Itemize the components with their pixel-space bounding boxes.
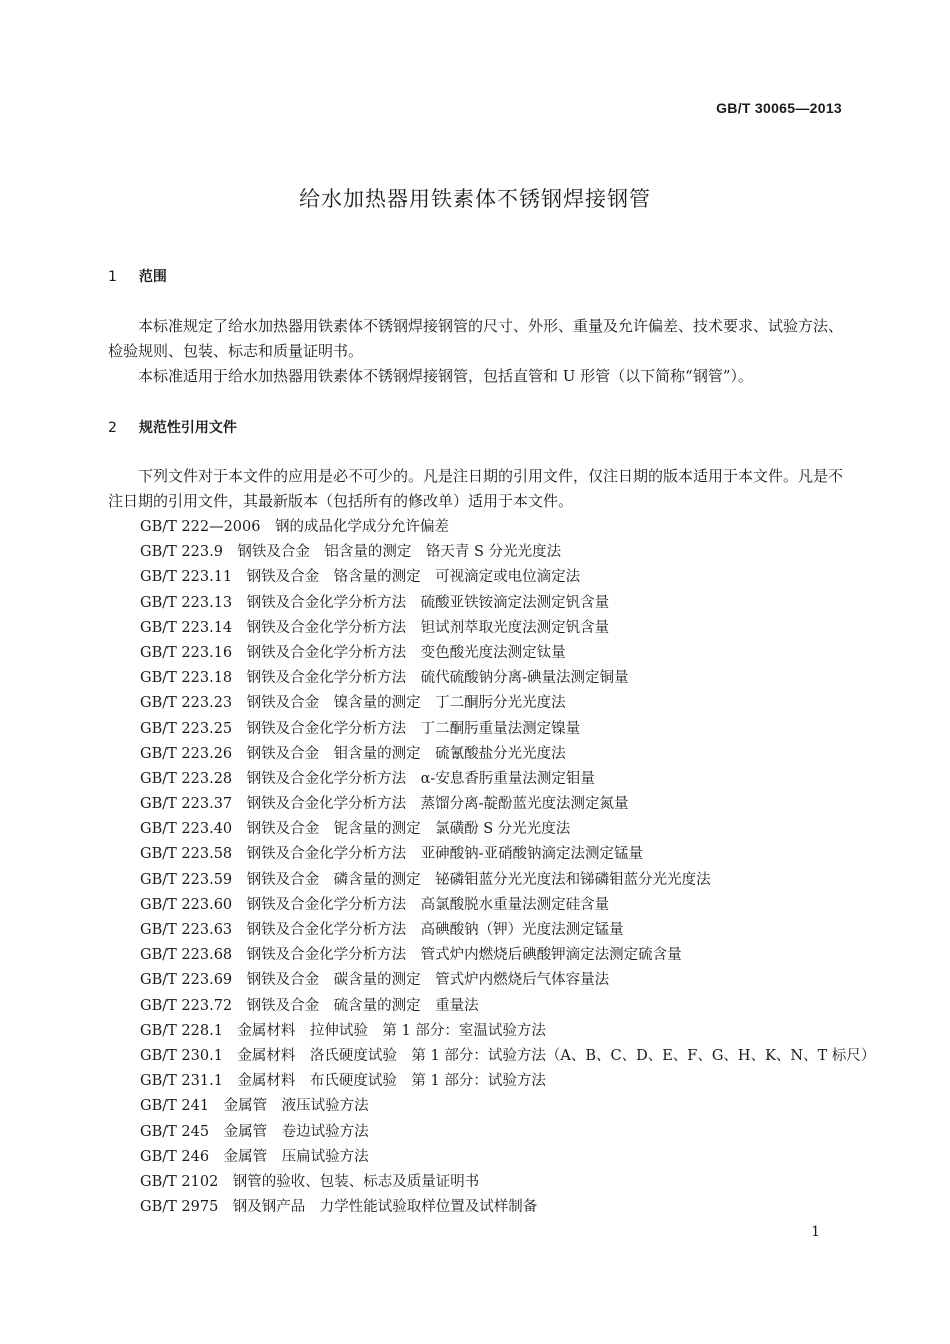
reference-item: GB/T 223.69 钢铁及合金 碳含量的测定 管式炉内燃烧后气体容量法 (140, 972, 610, 989)
section-title: 范围 (138, 269, 167, 285)
reference-item: GB/T 223.72 钢铁及合金 硫含量的测定 重量法 (140, 997, 479, 1014)
reference-item: GB/T 222—2006 钢的成品化学成分允许偏差 (140, 519, 449, 535)
references-intro-paragraph: 下列文件对于本文件的应用是必不可少的。凡是注日期的引用文件，仅注日期的版本适用于本文件。凡是不注日期的引用文件，其最新版本（包括所有的修改单）适用于本文件。 (108, 467, 844, 510)
reference-item: GB/T 223.23 钢铁及合金 镍含量的测定 丁二酮肟分光光度法 (140, 695, 566, 712)
reference-item: GB/T 223.63 钢铁及合金化学分析方法 高碘酸钠（钾）光度法测定锰量 (140, 922, 624, 938)
reference-item: GB/T 223.11 钢铁及合金 铬含量的测定 可视滴定或电位滴定法 (140, 569, 581, 586)
reference-item: GB/T 223.40 钢铁及合金 铌含量的测定 氯磺酚 S 分光光度法 (140, 821, 571, 838)
section-number: 2 (108, 420, 117, 436)
reference-item: GB/T 223.13 钢铁及合金化学分析方法 硫酸亚铁铵滴定法测定钒含量 (140, 594, 610, 611)
scope-paragraph-2: 本标准适用于给水加热器用铁素体不锈钢焊接钢管，包括直管和 U 形管（以下简称“钢管”）。 (138, 367, 754, 385)
reference-item: GB/T 223.14 钢铁及合金化学分析方法 钽试剂萃取光度法测定钒含量 (140, 619, 610, 636)
reference-item: GB/T 223.25 钢铁及合金化学分析方法 丁二酮肟重量法测定镍量 (140, 720, 581, 737)
reference-item: GB/T 223.9 钢铁及合金 铝含量的测定 铬天青 S 分光光度法 (140, 544, 562, 561)
reference-item: GB/T 223.28 钢铁及合金化学分析方法 α-安息香肟重量法测定钼量 (140, 770, 595, 787)
document-title: 给水加热器用铁素体不锈钢焊接钢管 (299, 187, 651, 211)
reference-item: GB/T 223.60 钢铁及合金化学分析方法 高氯酸脱水重量法测定硅含量 (140, 896, 610, 913)
reference-item: GB/T 223.26 钢铁及合金 钼含量的测定 硫氰酸盐分光光度法 (140, 745, 566, 762)
reference-item: GB/T 230.1 金属材料 洛氏硬度试验 第 1 部分：试验方法（A、B、C、D、E、F、G、H、K、N、T 标尺） (140, 1047, 876, 1064)
reference-item: GB/T 223.58 钢铁及合金化学分析方法 亚砷酸钠-亚硝酸钠滴定法测定锰量 (140, 846, 644, 863)
reference-list (140, 515, 875, 1220)
section-title: 规范性引用文件 (138, 420, 237, 436)
scope-paragraph-1: 本标准规定了给水加热器用铁素体不锈钢焊接钢管的尺寸、外形、重量及允许偏差、技术要求、试验方法、检验规则、包装、标志和质量证明书。 (108, 317, 844, 360)
reference-item: GB/T 223.37 钢铁及合金化学分析方法 蒸馏分离-靛酚蓝光度法测定氮量 (140, 796, 629, 813)
reference-item: GB/T 231.1 金属材料 布氏硬度试验 第 1 部分：试验方法 (140, 1073, 546, 1090)
reference-item: GB/T 2975 钢及钢产品 力学性能试验取样位置及试样制备 (140, 1199, 538, 1216)
reference-item: GB/T 223.18 钢铁及合金化学分析方法 硫代硫酸钠分离-碘量法测定铜量 (140, 670, 629, 687)
section-heading-normative-references (108, 417, 237, 437)
reference-item: GB/T 228.1 金属材料 拉伸试验 第 1 部分：室温试验方法 (140, 1022, 546, 1039)
reference-item: GB/T 223.16 钢铁及合金化学分析方法 变色酸光度法测定钛量 (140, 644, 566, 661)
reference-item: GB/T 245 金属管 卷边试验方法 (140, 1123, 369, 1140)
section-number: 1 (108, 269, 117, 285)
reference-item: GB/T 2102 钢管的验收、包装、标志及质量证明书 (140, 1173, 480, 1190)
reference-item: GB/T 241 金属管 液压试验方法 (140, 1098, 369, 1115)
reference-item: GB/T 223.59 钢铁及合金 磷含量的测定 铋磷钼蓝分光光度法和锑磷钼蓝分光光度法 (140, 871, 711, 888)
page-number: 1 (811, 1224, 820, 1240)
standard-code: GB/T 30065—2013 (716, 100, 842, 116)
section-heading-scope (108, 266, 167, 286)
reference-item: GB/T 246 金属管 压扁试验方法 (140, 1148, 369, 1165)
reference-item: GB/T 223.68 钢铁及合金化学分析方法 管式炉内燃烧后碘酸钾滴定法测定硫含量 (140, 947, 682, 964)
